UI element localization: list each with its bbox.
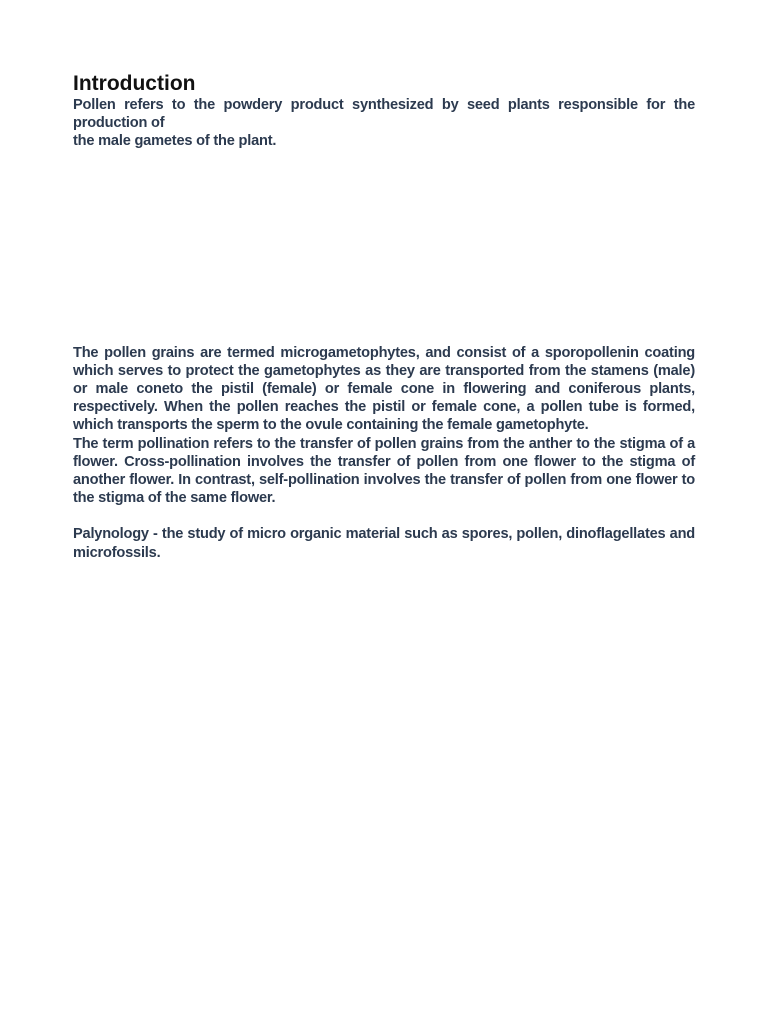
- document-body: [73, 70, 695, 562]
- intro-paragraph-line-1: Pollen refers to the powdery product synthesized by seed plants responsible for the production of: [73, 97, 695, 132]
- palynology-paragraph: Palynology - the study of micro organic material such as spores, pollen, dinoflagellates and microfossils.: [73, 526, 695, 561]
- pollen-grains-paragraph: The pollen grains are termed microgametophytes, and consist of a sporopollenin coating which serves to protect the gametophytes as they are transported from the stamens (male) or male coneto the pistil (female) or female cone in flowering and coniferous plants, respectively. When the pollen reaches the pistil or female cone, a pollen tube is formed, which transports the sperm to the ovule containing the female gametophyte.: [73, 344, 695, 434]
- intro-paragraph-line-2: the male gametes of the plant.: [73, 133, 277, 150]
- pollination-paragraph: The term pollination refers to the transfer of pollen grains from the anther to the stigma of a flower. Cross-pollination involves the transfer of pollen from one flower to the stigma of another flower. In contrast, self-pollination involves the transfer of pollen from one flower to the stigma of the same flower.: [73, 435, 695, 507]
- introduction-heading: Introduction: [73, 72, 196, 95]
